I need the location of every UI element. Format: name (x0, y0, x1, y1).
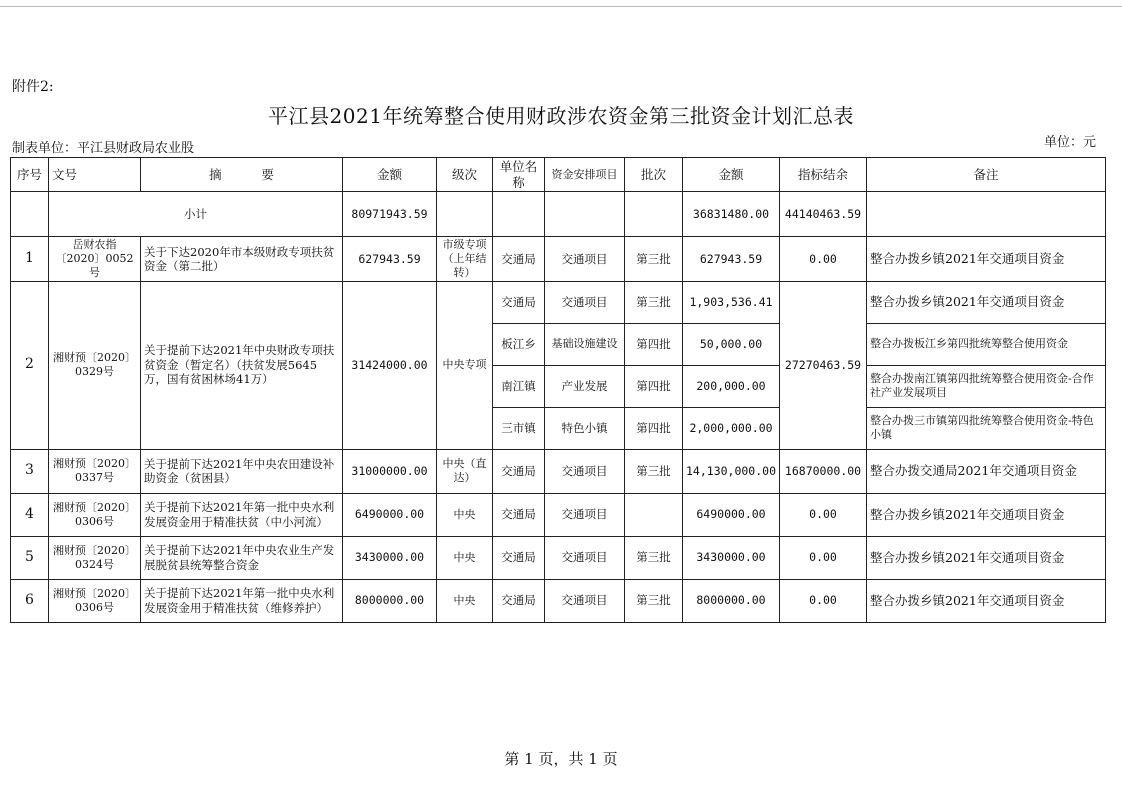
row-summary: 关于提前下达2021年中央农田建设补助资金（贫困县） (141, 449, 343, 493)
row-amount2: 3430000.00 (683, 536, 780, 579)
row-seq: 3 (11, 449, 49, 493)
subtotal-indicator: 44140463.59 (780, 192, 867, 237)
sub-remark: 整合办拨乡镇2021年交通项目资金 (867, 281, 1106, 323)
sub-batch: 第四批 (625, 365, 683, 407)
row-amount: 31000000.00 (343, 449, 437, 493)
sub-amount2: 2,000,000.00 (683, 407, 780, 449)
row-remark: 整合办拨乡镇2021年交通项目资金 (867, 579, 1106, 622)
row-summary: 关于下达2020年市本级财政专项扶贫资金（第二批） (141, 237, 343, 281)
sub-amount2: 200,000.00 (683, 365, 780, 407)
row-fund-item: 交通项目 (545, 493, 625, 536)
row-fund-item: 交通项目 (545, 579, 625, 622)
row-summary: 关于提前下达2021年中央财政专项扶贫资金（暂定名）（扶贫发展5645万，国有贫困林场41万） (141, 281, 343, 449)
row-doc: 湘财预〔2020〕0337号 (49, 449, 141, 493)
table-row (11, 493, 1106, 536)
subtotal-empty-item (545, 192, 625, 237)
currency-unit-label: 单位：元 (1043, 135, 1096, 150)
row-amount2: 6490000.00 (683, 493, 780, 536)
row-doc: 岳财农指〔2020〕0052号 (49, 237, 141, 281)
sub-batch: 第四批 (625, 323, 683, 365)
subtotal-amount2: 36831480.00 (683, 192, 780, 237)
sub-batch: 第四批 (625, 407, 683, 449)
page-number-footer: 第 1 页，共 1 页 (504, 750, 618, 768)
subtotal-empty-batch (625, 192, 683, 237)
scan-top-edge-line (0, 6, 1122, 7)
row-doc: 湘财预〔2020〕0329号 (49, 281, 141, 449)
row-level: 中央 (437, 579, 493, 622)
col-header-indicator: 指标结余 (780, 158, 867, 192)
row-seq: 4 (11, 493, 49, 536)
row-doc: 湘财预〔2020〕0306号 (49, 579, 141, 622)
row-seq: 2 (11, 281, 49, 449)
table-row (11, 536, 1106, 579)
col-header-fund-item: 资金安排项目 (545, 158, 625, 192)
col-header-batch: 批次 (625, 158, 683, 192)
row-doc: 湘财预〔2020〕0306号 (49, 493, 141, 536)
row-level: 中央 (437, 493, 493, 536)
table-row (11, 281, 1106, 323)
subtotal-empty-unit (493, 192, 545, 237)
col-header-seq: 序号 (11, 158, 49, 192)
row-amount2: 627943.59 (683, 237, 780, 281)
sub-unit-name: 南江镇 (493, 365, 545, 407)
row-seq: 1 (11, 237, 49, 281)
subtotal-amount: 80971943.59 (343, 192, 437, 237)
col-header-doc: 文号 (49, 158, 141, 192)
sub-unit-name: 三市镇 (493, 407, 545, 449)
sub-amount2: 50,000.00 (683, 323, 780, 365)
sub-fund-item: 产业发展 (545, 365, 625, 407)
subtotal-empty-remark (867, 192, 1106, 237)
row-seq: 6 (11, 579, 49, 622)
row-seq: 5 (11, 536, 49, 579)
row-summary: 关于提前下达2021年第一批中央水利发展资金用于精准扶贫（维修养护） (141, 579, 343, 622)
row-remark: 整合办拨乡镇2021年交通项目资金 (867, 237, 1106, 281)
subtotal-seq-cell (11, 192, 49, 237)
row-level: 中央（直达） (437, 449, 493, 493)
row-indicator: 16870000.00 (780, 449, 867, 493)
row-unit-name: 交通局 (493, 536, 545, 579)
row-remark: 整合办拨交通局2021年交通项目资金 (867, 449, 1106, 493)
row-amount: 6490000.00 (343, 493, 437, 536)
row-summary: 关于提前下达2021年中央农业生产发展脱贫县统筹整合资金 (141, 536, 343, 579)
table-row (11, 579, 1106, 622)
sub-unit-name: 板江乡 (493, 323, 545, 365)
col-header-level: 级次 (437, 158, 493, 192)
row-batch: 第三批 (625, 536, 683, 579)
row-amount2: 14,130,000.00 (683, 449, 780, 493)
row-indicator: 0.00 (780, 579, 867, 622)
sub-amount2: 1,903,536.41 (683, 281, 780, 323)
sub-fund-item: 交通项目 (545, 281, 625, 323)
row-remark: 整合办拨乡镇2021年交通项目资金 (867, 493, 1106, 536)
fund-plan-table (10, 157, 1106, 623)
row-doc: 湘财预〔2020〕0324号 (49, 536, 141, 579)
row-batch: 第三批 (625, 449, 683, 493)
row-fund-item: 交通项目 (545, 449, 625, 493)
row-indicator: 0.00 (780, 237, 867, 281)
row-unit-name: 交通局 (493, 579, 545, 622)
sub-batch: 第三批 (625, 281, 683, 323)
row-unit-name: 交通局 (493, 493, 545, 536)
maker-unit-label: 制表单位：平江县财政局农业股 (12, 141, 195, 156)
row-indicator: 0.00 (780, 493, 867, 536)
subtotal-label: 小计 (49, 192, 343, 237)
document-title: 平江县2021年统筹整合使用财政涉农资金第三批资金计划汇总表 (268, 104, 854, 128)
col-header-amount2: 金额 (683, 158, 780, 192)
sub-remark: 整合办拨板江乡第四批统筹整合使用资金 (867, 323, 1106, 365)
row-amount: 627943.59 (343, 237, 437, 281)
row-indicator: 0.00 (780, 536, 867, 579)
row-indicator: 27270463.59 (780, 281, 867, 449)
row-amount2: 8000000.00 (683, 579, 780, 622)
sub-remark: 整合办拨三市镇第四批统筹整合使用资金-特色小镇 (867, 407, 1106, 449)
row-level: 中央专项 (437, 281, 493, 449)
row-unit-name: 交通局 (493, 449, 545, 493)
subtotal-row (11, 192, 1106, 237)
subtotal-empty-level (437, 192, 493, 237)
sub-fund-item: 特色小镇 (545, 407, 625, 449)
row-summary: 关于提前下达2021年第一批中央水利发展资金用于精准扶贫（中小河流） (141, 493, 343, 536)
row-level: 市级专项（上年结转） (437, 237, 493, 281)
row-amount: 3430000.00 (343, 536, 437, 579)
row-batch: 第三批 (625, 579, 683, 622)
row-level: 中央 (437, 536, 493, 579)
row-unit-name: 交通局 (493, 237, 545, 281)
col-header-unit-name: 单位名称 (493, 158, 545, 192)
header-row (11, 158, 1106, 192)
col-header-amount: 金额 (343, 158, 437, 192)
row-amount: 31424000.00 (343, 281, 437, 449)
row-fund-item: 交通项目 (545, 536, 625, 579)
table-row (11, 237, 1106, 281)
row-batch (625, 493, 683, 536)
row-amount: 8000000.00 (343, 579, 437, 622)
row-fund-item: 交通项目 (545, 237, 625, 281)
sub-fund-item: 基础设施建设 (545, 323, 625, 365)
sub-remark: 整合办拨南江镇第四批统筹整合使用资金-合作社产业发展项目 (867, 365, 1106, 407)
attachment-label: 附件2: (12, 79, 54, 95)
col-header-remark: 备注 (867, 158, 1106, 192)
row-batch: 第三批 (625, 237, 683, 281)
sub-unit-name: 交通局 (493, 281, 545, 323)
row-remark: 整合办拨乡镇2021年交通项目资金 (867, 536, 1106, 579)
table-row (11, 449, 1106, 493)
col-header-summary: 摘 要 (141, 158, 343, 192)
